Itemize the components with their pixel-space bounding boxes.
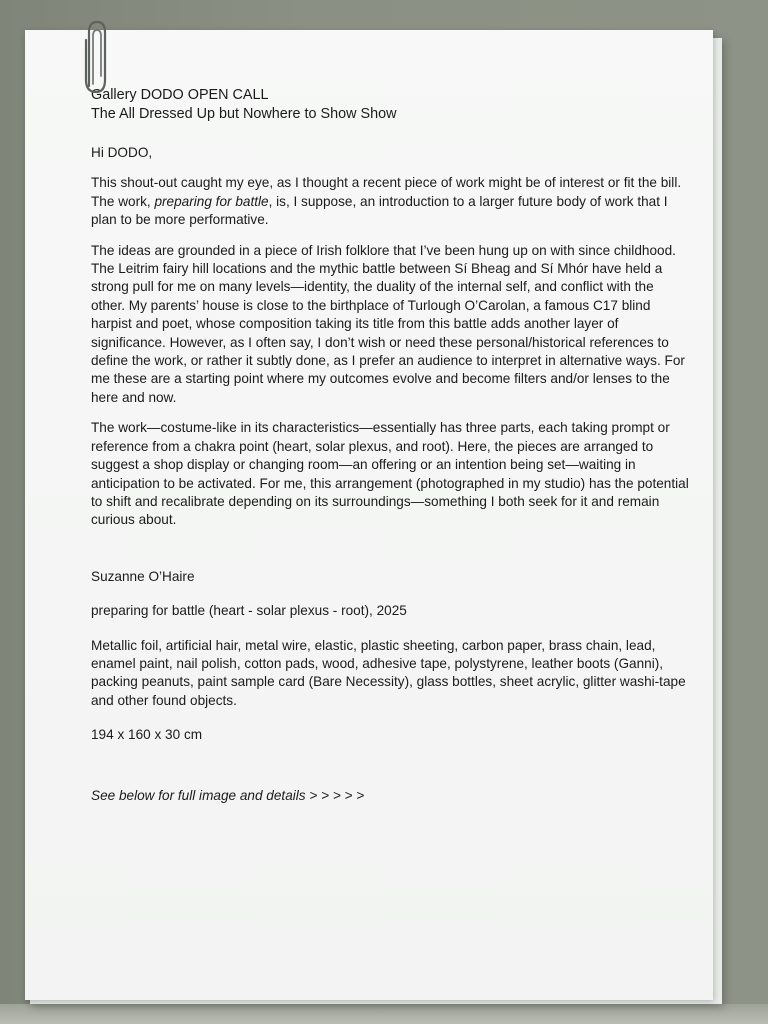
see-below-note: See below for full image and details > > > > > [91, 787, 365, 803]
paragraph-1 [91, 174, 691, 229]
dimensions: 194 x 160 x 30 cm [91, 727, 203, 743]
work-title-line: preparing for battle (heart - solar plexus - root), 2025 [91, 603, 407, 619]
paragraph-2: The ideas are grounded in a piece of Irish folklore that I’ve been hung up on with since childhood. The Leitrim fairy hill locations and the mythic battle between Sí Bheag and Sí Mhór have held a strong pull for me on many levels—identity, the duality of the internal self, and conflict with the other. My parents’ house is close to the birthplace of Turlough O’Carolan, a famous C17 blind harpist and poet, whose composition taking its title from this battle adds another layer of significance. However, as I often say, I don’t wish or need these personal/historical references to define the work, or rather it subtly done, as I prefer an audience to interpret in alternative ways. For me these are a starting point where my outcomes evolve and become filters and/or lenses to the here and now. [91, 242, 685, 405]
floor-surface [0, 1004, 768, 1024]
paragraph-1-end: , is, I suppose, an introduction to a larger future body of work that I plan to be more performative. [91, 193, 668, 228]
paragraph-1-start: This shout-out caught my eye, as I thought a recent piece of work might be of interest or fit the bill. The work, [91, 175, 682, 209]
letter-sheet [25, 30, 713, 1000]
paperclip-icon [80, 18, 110, 102]
artist-name: Suzanne O’Haire [91, 568, 195, 584]
letter-heading-line2: The All Dressed Up but Nowhere to Show Show [91, 106, 397, 122]
letter-heading-line1: Gallery DODO OPEN CALL [91, 87, 269, 103]
paragraph-3: The work—costume-like in its characteristics—essentially has three parts, each taking prompt or reference from a chakra point (heart, solar plexus, and root). Here, the pieces are arranged to suggest a shop display or changing room—an offering or an intention being set—waiting in anticipation to be activated. For me, this arrangement (photographed in my studio) has the potential to shift and recalibrate depending on its surroundings—something I both seek for it and remain curious about. [91, 420, 689, 528]
letter-body [91, 86, 691, 805]
greeting: Hi DODO, [91, 145, 153, 160]
materials-list: Metallic foil, artificial hair, metal wire, elastic, plastic sheeting, carbon paper, brass chain, lead, enamel paint, nail polish, cotton pads, wood, adhesive tape, polystyrene, leather boots (Ganni), packing peanuts, paint sample card (Bare Necessity), glass bottles, sheet acrylic, glitter washi-tape and other found objects. [91, 637, 686, 708]
work-title-inline: preparing for battle [154, 193, 269, 209]
